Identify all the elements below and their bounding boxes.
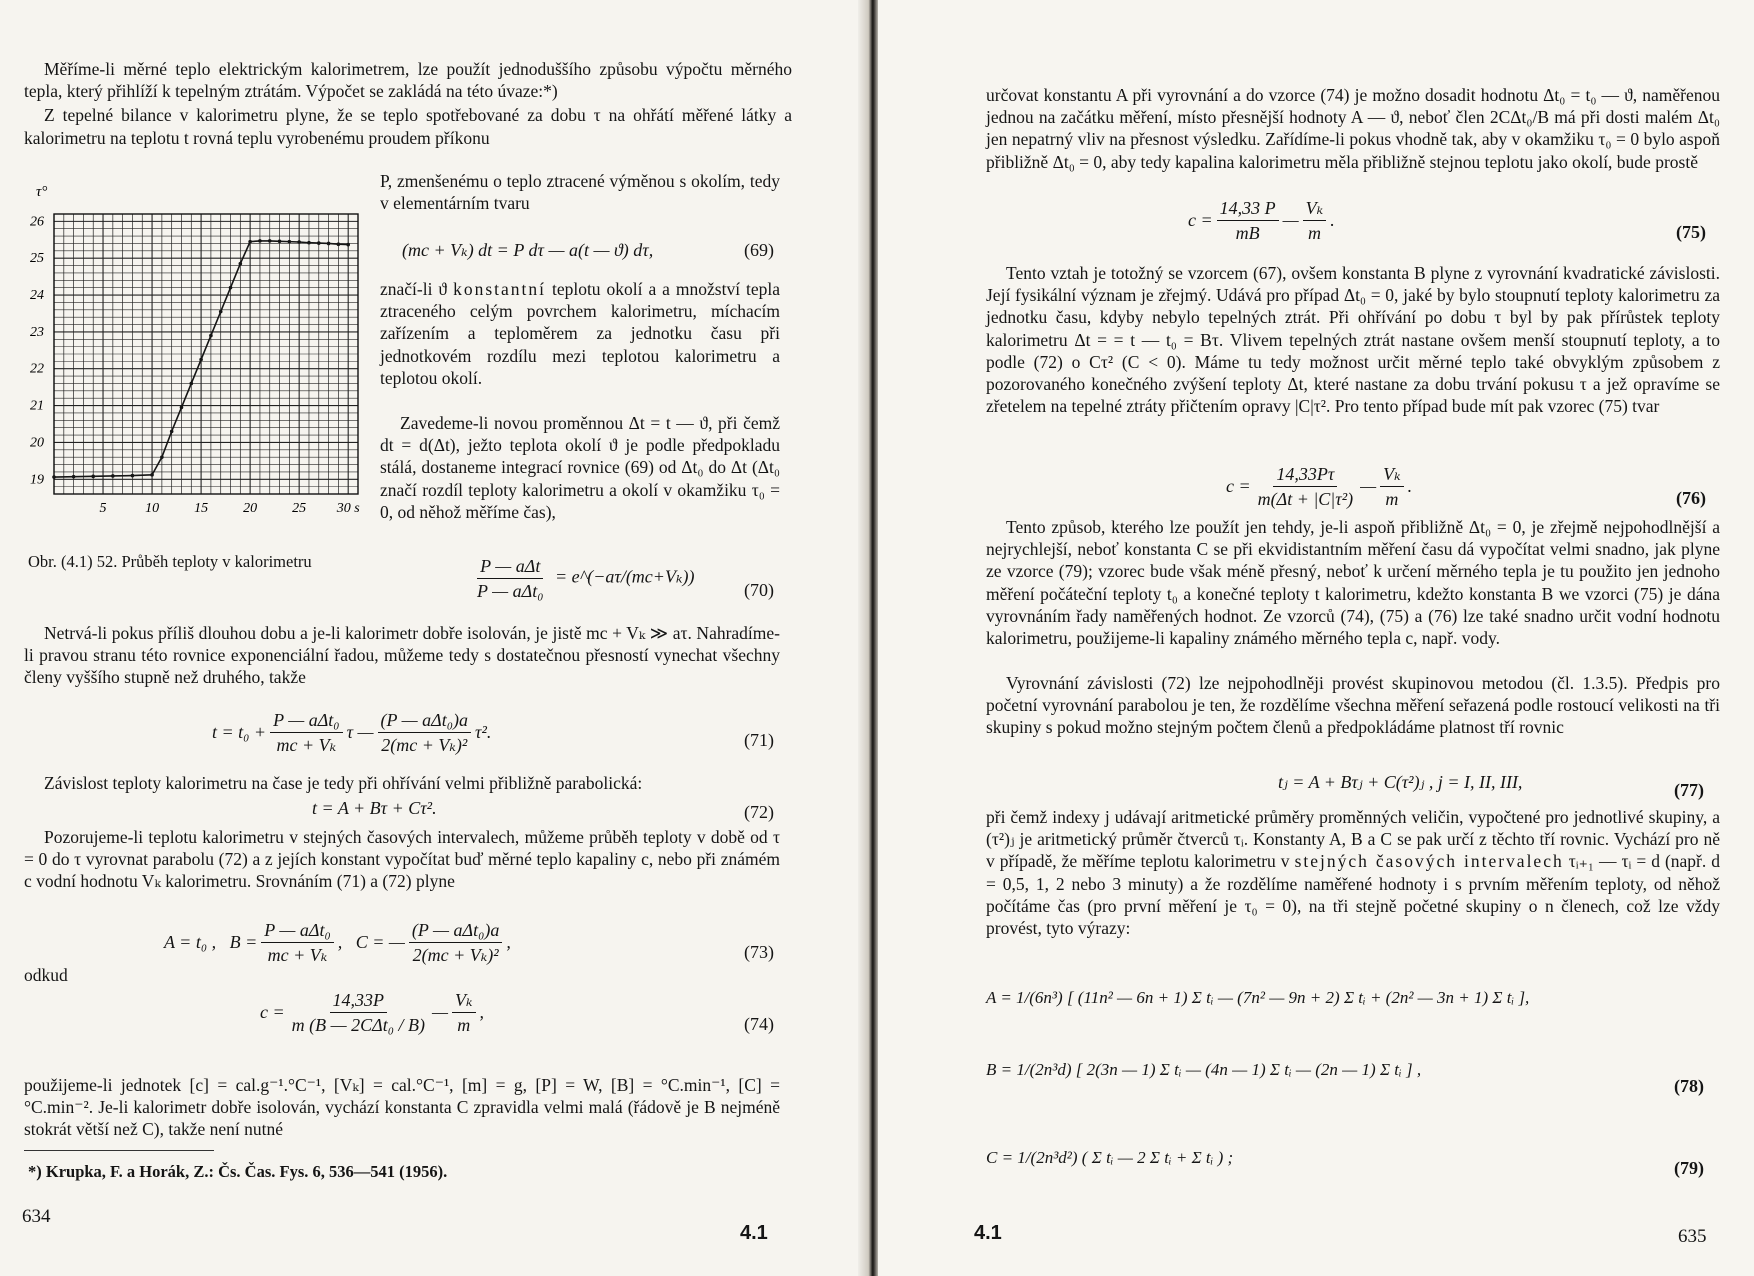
chart-data-point	[170, 430, 174, 434]
chart-x-tick-label: 15	[194, 501, 209, 516]
chart-grid	[54, 214, 358, 494]
eq74-mid: —	[431, 1002, 448, 1022]
chart-y-tick-label: 26	[30, 214, 44, 230]
equation-78-A: A = 1/(6n³) [ (11n² — 6n + 1) Σ tᵢ — (7n² — 9n + 2) Σ tᵢ + (2n² — 3n + 1) Σ tᵢ ],	[986, 988, 1530, 1007]
temperature-chart	[8, 178, 380, 518]
chart-data-point	[337, 242, 341, 246]
chart-data-point	[307, 241, 311, 245]
eq73-a: A = t₀ , B =	[164, 932, 258, 952]
footnote-rule	[24, 1150, 214, 1151]
eq71-tail: τ².	[475, 722, 492, 742]
equation-75-number: (75)	[1676, 222, 1706, 242]
units-paragraph: použijeme-li jednotek [c] = cal.g⁻¹.°C⁻¹, [Vₖ] = cal.°C⁻¹, [m] = g, [P] = W, [B] = °C.min⁻¹, [C] = °C.min⁻². Je-li kalorimetr dobře isolován, vychází konstanta C zpravidla velmi malá (řádově je B nejméně stokrát větší než C), takže není nutné	[24, 1075, 780, 1140]
chart-y-tick-labels	[30, 214, 44, 487]
equation-79-number: (79)	[1674, 1158, 1704, 1178]
eq75-fraction-1	[1217, 198, 1279, 243]
eq71-mid: τ —	[346, 722, 374, 742]
chart-x-tick-label: 30 s	[336, 501, 360, 516]
para5-a: při čemž indexy j udávají aritmetické průměry proměnných veličin, vypočtené pro jednotlivé skupiny, a (τ²)ⱼ je aritmetický průměr čtverců τᵢ. Konstanty A, B a C se pak určí z těchto tří rovnic. Vychází pro ně v případě, že měříme teplotu kalorimetru v	[986, 807, 1720, 872]
eq73-c-denominator: 2(mc + Vₖ)²	[412, 945, 499, 965]
eq76-f2-numerator: Vₖ	[1380, 464, 1404, 487]
eq74-lead: c =	[260, 1002, 285, 1022]
chart-data-point	[248, 240, 252, 244]
equation-77-number: (77)	[1674, 780, 1704, 800]
eq75-mid: —	[1282, 210, 1299, 230]
eq76-fraction-2	[1380, 464, 1404, 509]
chart-data-point	[239, 262, 243, 266]
eq73-tail: ,	[506, 932, 511, 952]
chart-data-point	[317, 241, 321, 245]
section-label-left: 4.1	[740, 1222, 768, 1244]
chart-y-tick-label: 24	[30, 288, 44, 304]
parabolic-paragraph: Závislost teploty kalorimetru na čase je tedy při ohřívání velmi přibližně parabolická:	[44, 773, 643, 793]
chart-data-point	[91, 475, 95, 479]
chart-y-tick-label: 25	[30, 251, 44, 267]
eq75-fraction-2	[1303, 198, 1327, 243]
eq69-body: (mc + Vₖ) dt = P dτ — a(t — ϑ) dτ,	[402, 240, 654, 260]
eq74-tail: ,	[479, 1002, 485, 1022]
equation-73	[164, 920, 511, 965]
eq76-lead: c =	[1226, 476, 1251, 496]
chart-data-point	[160, 455, 164, 459]
equation-75	[1188, 198, 1335, 243]
chart-y-tick-label: 22	[30, 361, 44, 377]
chart-data-point	[72, 475, 76, 479]
observe-paragraph: Pozorujeme-li teplotu kalorimetru v stejných časových intervalech, můžeme průběh teploty v době od τ = 0 do τ vyrovnat parabolu (72) a z jejích konstant vypočítat buď měrné teplo kapaliny c, nebo při známém c vodní hodnotu Vₖ kalorimetru. Srovnáním (71) a (72) plyne	[24, 827, 780, 892]
page-634	[0, 0, 870, 1276]
eq75-f1-numerator: 14,33 P	[1217, 198, 1279, 221]
eq73-b-denominator: mc + Vₖ	[267, 945, 328, 965]
newvar-paragraph: Zavedeme-li novou proměnnou Δt = t — ϑ, při čemž dt = d(Δt), ježto teplota okolí ϑ je podle předpokladu stálá, dostaneme integrací rovnice (69) od Δt₀ do Δt (Δt₀ značí rozdíl teploty kalorimetru a okolí v okamžiku τ₀ = 0, od něhož měříme čas),	[380, 413, 780, 522]
para5-b: τᵢ₊₁ — τᵢ = d (např. d = 0,5, 1, 2 nebo 3 minuty) a že rozdělíme naměřené hodnoty i s prvním měřením teploty, od něhož počítáme čas (pro první měření je τ₀ = 0), na tři stejně početné skupiny o n členech, což lze vždy provést, tyto výrazy:	[986, 851, 1721, 939]
equation-71	[212, 710, 491, 755]
chart-data-point	[327, 242, 331, 246]
eq75-f1-denominator: mB	[1235, 223, 1260, 243]
chart-x-tick-label: 20	[243, 501, 258, 516]
equation-74-number: (74)	[744, 1014, 774, 1034]
eq76-mid: —	[1360, 476, 1377, 496]
eq70-fraction	[474, 556, 547, 601]
chart-data-point	[150, 473, 154, 477]
eq71-fraction-2	[378, 710, 472, 755]
figure-caption: Obr. (4.1) 52. Průběh teploty v kalorimetru	[28, 552, 312, 571]
equation-74	[260, 990, 484, 1035]
intro-text: Měříme-li měrné teplo elektrickým kalorimetrem, lze použít jednoduššího způsobu výpočtu měrného tepla, který přihlíží k tepelným ztrátám. Výpočet se zakládá na této úvaze:*)	[24, 59, 792, 102]
theta-def-b: teplotu okolí a a množství tepla ztraceného celým povrchem kalorimetru, míchacím zařízením a teploměrem za jednotku času při jednotkovém rozdílu mezi teplotou kalorimetru a teplotou okolí.	[380, 279, 781, 388]
right-para-2: Tento vztah je totožný se vzorcem (67), ovšem konstanta B plyne z vyrovnání kvadratické závislosti. Její fysikální význam je zřejmý. Udává pro případ Δt₀ = 0, jaké by bylo stoupnutí teploty kalorimetru za jednotku času, kdyby nebylo tepelných ztrát. Při ohřívání po dobu τ byl by pak přírůstek teploty kalorimetru Δt = = t — t₀ = Bτ. Vlivem tepelných ztrát nastane ovšem menší stoupnutí teploty, a to podle (72) o Cτ² (C < 0). Máme tu tedy možnost určit měrné teplo také obvyklým způsobem z pozorovaného konečného zvýšení teploty Δt, které nastane za dobu trvání pokusu τ a jež opravíme se zřetelem na tepelné ztráty přičtením opravy |C|τ². Pro tento případ bude mít pak vzorec (75) tvar	[986, 263, 1720, 417]
eq71-lead: t = t₀ +	[212, 722, 267, 742]
eq71-f2-numerator: (P — aΔt₀)a	[378, 710, 472, 733]
chart-data-point	[268, 239, 272, 243]
chart-data-point	[229, 286, 233, 290]
eq70-rhs: = e^(−aτ/(mc+Vₖ))	[555, 566, 695, 587]
eq71-f2-denominator: 2(mc + Vₖ)²	[381, 735, 468, 755]
chart-data-point	[131, 474, 135, 478]
right-para-1: určovat konstantu A při vyrovnání a do vzorce (74) je možno dosadit hodnotu Δt₀ = t₀ — ϑ, naměřenou jednou na začátku měření, místo přesnější hodnoty A — ϑ, neboť člen 2CΔt₀/B má při dosti malém Δt₀ jen nepatrný vliv na přesnost výsledku. Zařídíme-li pokus vhodně tak, aby v okamžiku τ₀ = 0 bylo aspoň přibližně Δt₀ = 0, aby tedy kapalina kalorimetru měla přibližně stejnou teplotu jako okolí, bude prostě	[986, 85, 1720, 172]
eq76-f1-numerator: 14,33Pτ	[1273, 464, 1337, 487]
right-para-3: Tento způsob, kterého lze použít jen tehdy, je-li aspoň přibližně Δt₀ = 0, je zřejmě nejpohodlnější a nejrychlejší, neboť konstanta C se při ekvidistantním měření času dá vypočítat velmi snadno, jak plyne ze vzorce (79); vzorec bude však méně přesný, neboť k určení měrného tepla je tu použito jen jednoho měření počáteční teploty t₀ a konečné teploty t kalorimetru, kdežto konstanta B we vzorci (75) je dána vyrovnáním řady naměřených hodnot. Ze vzorců (74), (75) a (76) lze také snadno určit vodní hodnotu kalorimetru, použijeme-li kapaliny známého měrného tepla c, např. vody.	[986, 517, 1720, 649]
equation-79-C: C = 1/(2n³d²) ( Σ tᵢ — 2 Σ tᵢ + Σ tᵢ ) ;	[986, 1148, 1234, 1167]
equation-69	[402, 240, 653, 261]
chart-data-point	[199, 358, 203, 362]
eq73-b-numerator: P — aΔt₀	[261, 920, 334, 943]
eq75-tail: .	[1330, 210, 1335, 230]
chart-data-point	[180, 406, 184, 410]
chart-data-point	[288, 240, 292, 244]
equation-70-number: (70)	[744, 580, 774, 600]
equation-77: tⱼ = A + Bτⱼ + C(τ²)ⱼ , j = I, II, III,	[1278, 772, 1523, 792]
long-trial-paragraph: Netrvá-li pokus příliš dlouhou dobu a je-li kalorimetr dobře isolován, je jistě mc + Vₖ ≫ aτ. Nahradíme-li pravou stranu této rovnice exponenciální řadou, můžeme tedy s dostatečnou přesností vynechat všechny členy vyššího stupně než druhého, takže	[24, 623, 780, 688]
chart-data-point	[258, 239, 262, 243]
chart-data-point	[111, 474, 115, 478]
chart-y-tick-label: 19	[30, 472, 44, 488]
right-para-5	[986, 806, 1720, 939]
eq75-lead: c =	[1188, 210, 1213, 230]
eq74-f2-denominator: m	[457, 1015, 471, 1035]
odkud-text: odkud	[24, 965, 68, 985]
equation-72: t = A + Bτ + Cτ².	[312, 798, 437, 818]
footnote: *) Krupka, F. a Horák, Z.: Čs. Čas. Fys. 6, 536—541 (1956).	[28, 1162, 448, 1181]
eq73-fraction-c	[409, 920, 503, 965]
eq74-f2-numerator: Vₖ	[452, 990, 476, 1013]
chart-data-point	[278, 239, 282, 243]
chart-y-tick-label: 23	[30, 324, 44, 340]
equation-71-number: (71)	[744, 730, 774, 750]
chart-data-point	[52, 475, 56, 479]
eq71-fraction-1	[270, 710, 343, 755]
eq71-f1-denominator: mc + Vₖ	[276, 735, 337, 755]
eq74-fraction-2	[452, 990, 476, 1035]
chart-data-point	[346, 243, 350, 247]
theta-definition	[380, 278, 780, 389]
chart-x-tick-label: 25	[292, 501, 307, 516]
eq76-tail: .	[1407, 476, 1413, 496]
eq76-f2-denominator: m	[1385, 489, 1399, 509]
eq73-c-numerator: (P — aΔt₀)a	[409, 920, 503, 943]
eq73-fraction-b	[261, 920, 334, 965]
eq76-fraction-1	[1255, 464, 1356, 509]
chart-data-point	[297, 240, 301, 244]
balance-continuation: P, zmenšenému o teplo ztracené výměnou s okolím, tedy v elementárním tvaru	[380, 171, 780, 214]
equation-78-number: (78)	[1674, 1076, 1704, 1096]
theta-def-a: značí-li ϑ	[380, 279, 448, 299]
right-para-4: Vyrovnání závislosti (72) lze nejpohodlněji provést skupinovou metodou (čl. 1.3.5). Předpis pro početní vyrovnání parabolou je ten, že rozdělíme všechna měření seřazená podle rostoucí velikosti na tři skupiny s pokud možno stejným počtem členů a předpokládáme platnost tří rovnic	[986, 673, 1720, 738]
eq74-f1-denominator: m (B — 2CΔt₀ / B)	[291, 1015, 425, 1035]
chart-x-tick-label: 5	[99, 501, 107, 516]
page-number-right: 635	[1678, 1226, 1707, 1247]
theta-def-spaced: konstantní	[453, 279, 546, 299]
eq71-f1-numerator: P — aΔt₀	[270, 710, 343, 733]
balance-text: Z tepelné bilance v kalorimetru plyne, že se teplo spotřebované za dobu τ na ohřátí měřené látky a kalorimetru na teplotu t rovná teplu vyrobenému proudem příkonu	[24, 105, 792, 148]
para5-spaced: stejných časových intervalech	[1294, 851, 1564, 872]
chart-data-point	[189, 382, 193, 386]
page-635	[878, 0, 1754, 1276]
section-label-right: 4.1	[974, 1222, 1002, 1244]
chart-data-point	[209, 334, 213, 338]
chart-x-tick-labels	[100, 501, 361, 516]
eq74-fraction-1	[289, 990, 428, 1035]
equation-69-number: (69)	[744, 240, 774, 260]
eq73-c: , C = —	[337, 932, 405, 952]
equation-76-number: (76)	[1676, 488, 1706, 508]
eq75-f2-numerator: Vₖ	[1303, 198, 1327, 221]
chart-data-point	[219, 310, 223, 314]
intro-paragraph	[24, 58, 792, 149]
equation-76	[1226, 464, 1412, 509]
equation-70	[470, 556, 695, 601]
chart-y-tick-label: 20	[30, 435, 44, 451]
page-number-left: 634	[22, 1206, 51, 1227]
eq70-numerator: P — aΔt	[477, 556, 543, 579]
equation-78-B: B = 1/(2n³d) [ 2(3n — 1) Σ tᵢ — (4n — 1) Σ tᵢ — (2n — 1) Σ tᵢ ] ,	[986, 1060, 1422, 1079]
eq74-f1-numerator: 14,33P	[330, 990, 388, 1013]
equation-73-number: (73)	[744, 942, 774, 962]
chart-y-tick-label: 21	[30, 398, 44, 414]
chart-x-tick-label: 10	[145, 501, 160, 516]
eq76-f1-denominator: m(Δt + |C|τ²)	[1257, 489, 1354, 509]
eq75-f2-denominator: m	[1307, 223, 1321, 243]
chart-y-axis-label: τ°	[36, 184, 48, 200]
eq70-denominator: P — aΔt₀	[477, 581, 544, 601]
equation-72-number: (72)	[744, 802, 774, 822]
